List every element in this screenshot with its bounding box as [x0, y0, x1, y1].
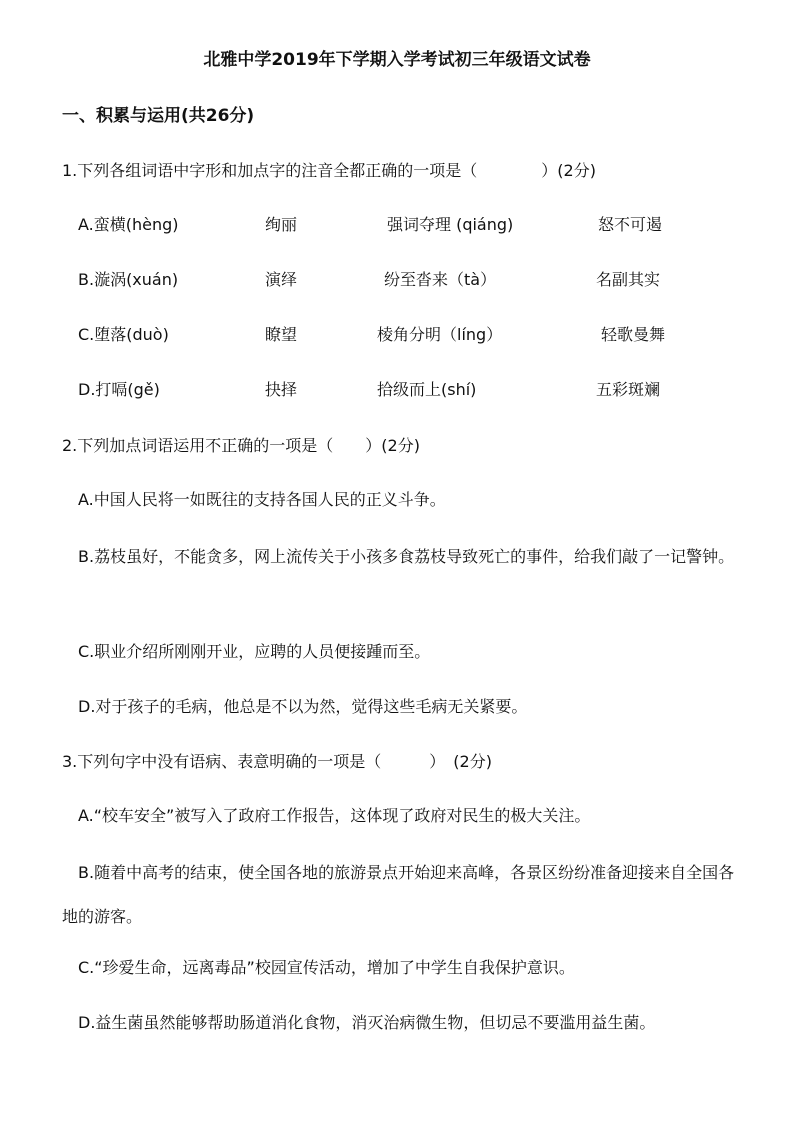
question-1-option-b	[0, 270, 794, 294]
question-2-option-c: C.职业介绍所刚刚开业，应聘的人员便接踵而至。	[78, 642, 431, 661]
option-word: 棱角分明（líng）	[377, 325, 503, 344]
question-3-option-a: A.“校车安全”被写入了政府工作报告，这体现了政府对民生的极大关注。	[78, 806, 591, 825]
option-word: 五彩斑斓	[596, 380, 661, 399]
question-3-stem: 3.下列句字中没有语病、表意明确的一项是（ ） (2分)	[62, 752, 492, 771]
question-3-option-c: C.“珍爱生命，远离毒品”校园宣传活动，增加了中学生自我保护意识。	[78, 958, 575, 977]
option-word: 名副其实	[596, 270, 661, 289]
question-2-option-b: B.荔枝虽好，不能贪多，网上流传关于小孩多食荔枝导致死亡的事件，给我们敲了一记警钟。	[78, 547, 735, 566]
option-word: 演绎	[265, 270, 298, 289]
option-word: 抉择	[265, 380, 298, 399]
question-3-option-b: B.随着中高考的结束，使全国各地的旅游景点开始迎来高峰，各景区纷纷准备迎接来自全国各地的游客。	[62, 863, 735, 926]
option-word: 轻歌曼舞	[601, 325, 666, 344]
option-word: 拾级而上(shí)	[377, 380, 477, 399]
option-word: 绚丽	[265, 215, 298, 234]
option-word: 强词夺理 (qiáng)	[387, 215, 514, 234]
option-word: D.打嗝(gě)	[78, 380, 160, 399]
section-heading: 一、积累与运用(共26分)	[62, 106, 255, 126]
question-1-stem: 1.下列各组词语中字形和加点字的注音全都正确的一项是（ ）(2分)	[62, 161, 596, 180]
question-2-option-d: D.对于孩子的毛病，他总是不以为然，觉得这些毛病无关紧要。	[78, 697, 528, 716]
option-word: B.漩涡(xuán)	[78, 270, 179, 289]
question-1-option-a	[0, 215, 794, 239]
question-2-stem: 2.下列加点词语运用不正确的一项是（ ）(2分)	[62, 436, 420, 455]
option-word: C.堕落(duò)	[78, 325, 169, 344]
option-word: 纷至沓来（tà）	[384, 270, 497, 289]
question-1-option-c	[0, 325, 794, 349]
question-3-option-d: D.益生菌虽然能够帮助肠道消化食物，消灭治病微生物，但切忌不要滥用益生菌。	[78, 1013, 656, 1032]
option-word: 怒不可遏	[598, 215, 663, 234]
question-1-option-d	[0, 380, 794, 404]
page-title: 北雅中学2019年下学期入学考试初三年级语文试卷	[203, 50, 591, 70]
option-word: 瞭望	[265, 325, 298, 344]
option-word: A.蛮横(hèng)	[78, 215, 179, 234]
question-2-option-a: A.中国人民将一如既往的支持各国人民的正义斗争。	[78, 490, 446, 509]
